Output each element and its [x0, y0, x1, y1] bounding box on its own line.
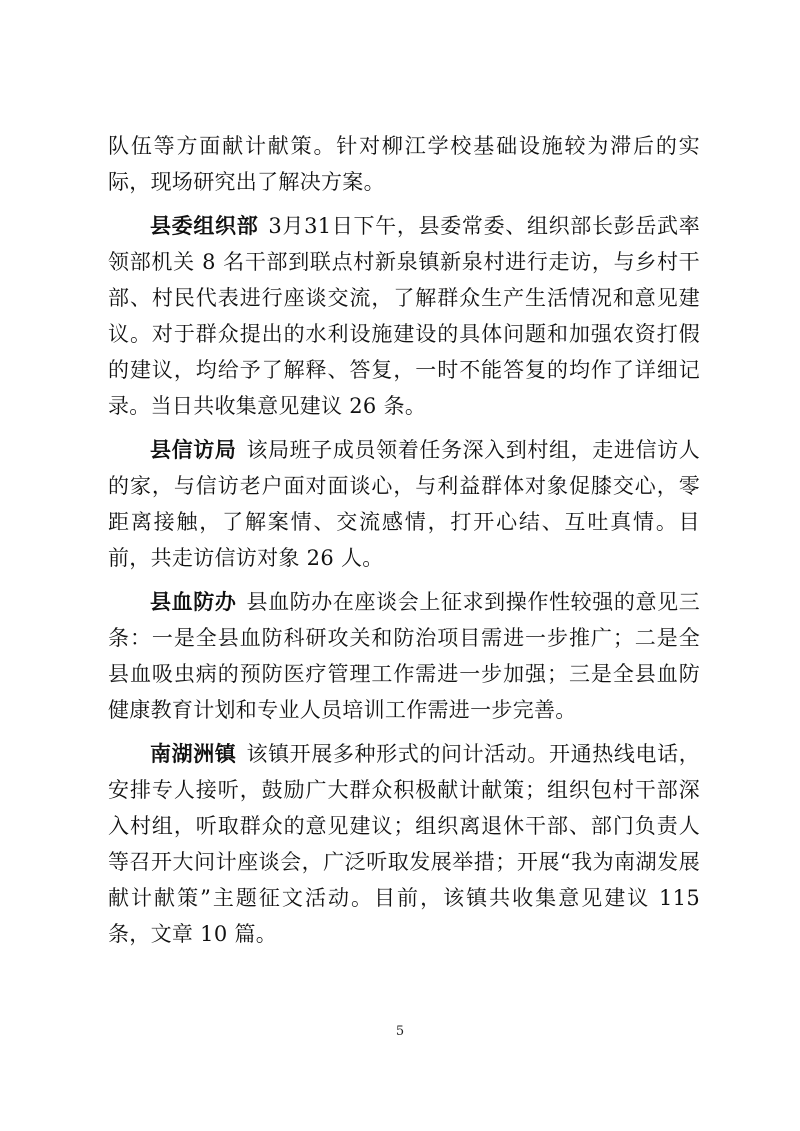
paragraph-continuation — [108, 128, 700, 200]
paragraph-text: 3月31日下午，县委常委、组织部长彭岳武率领部机关 8 名干部到联点村新泉镇新泉村进行走访，与乡村干部、村民代表进行座谈交流，了解群众生产生活情况和意见建议。对于群众提出的水利设施建设的具体问题和加强农资打假的建议，均给予了解释、答复，一时不能答复的均作了详细记录。当日共收集意见建议 26 条。 — [108, 214, 700, 418]
paragraph-heading: 县血防办 — [150, 590, 237, 614]
paragraph-text: 该镇开展多种形式的问计活动。开通热线电话，安排专人接听，鼓励广大群众积极献计献策；组织包村干部深入村组，听取群众的意见建议；组织离退休干部、部门负责人等召开大问计座谈会，广泛听取发展举措；开展“我为南湖发展献计献策”主题征文活动。目前，该镇共收集意见建议 115 条，文章 10 篇。 — [108, 742, 700, 946]
page-number: 5 — [395, 1024, 405, 1039]
paragraph-petition-bureau — [108, 432, 700, 576]
paragraph-heading: 县委组织部 — [150, 214, 259, 238]
paragraph-heading: 县信访局 — [150, 438, 237, 462]
paragraph-text: 队伍等方面献计献策。针对柳江学校基础设施较为滞后的实际，现场研究出了解决方案。 — [108, 134, 700, 194]
paragraph-text: 该局班子成员领着任务深入到村组，走进信访人的家，与信访老户面对面谈心，与利益群体对象促膝交心，零距离接触，了解案情、交流感情，打开心结、互吐真情。目前，共走访信访对象 26 人。 — [108, 438, 700, 570]
paragraph-text: 县血防办在座谈会上征求到操作性较强的意见三条：一是全县血防科研攻关和防治项目需进一步推广；二是全县血吸虫病的预防医疗管理工作需进一步加强；三是全县血防健康教育计划和专业人员培训工作需进一步完善。 — [108, 590, 700, 722]
paragraph-heading: 南湖洲镇 — [150, 742, 237, 766]
paragraph-organization-department — [108, 208, 700, 424]
paragraph-nanhuzhou-town — [108, 736, 700, 952]
paragraph-schistosomiasis-office — [108, 584, 700, 728]
document-body — [108, 128, 700, 952]
